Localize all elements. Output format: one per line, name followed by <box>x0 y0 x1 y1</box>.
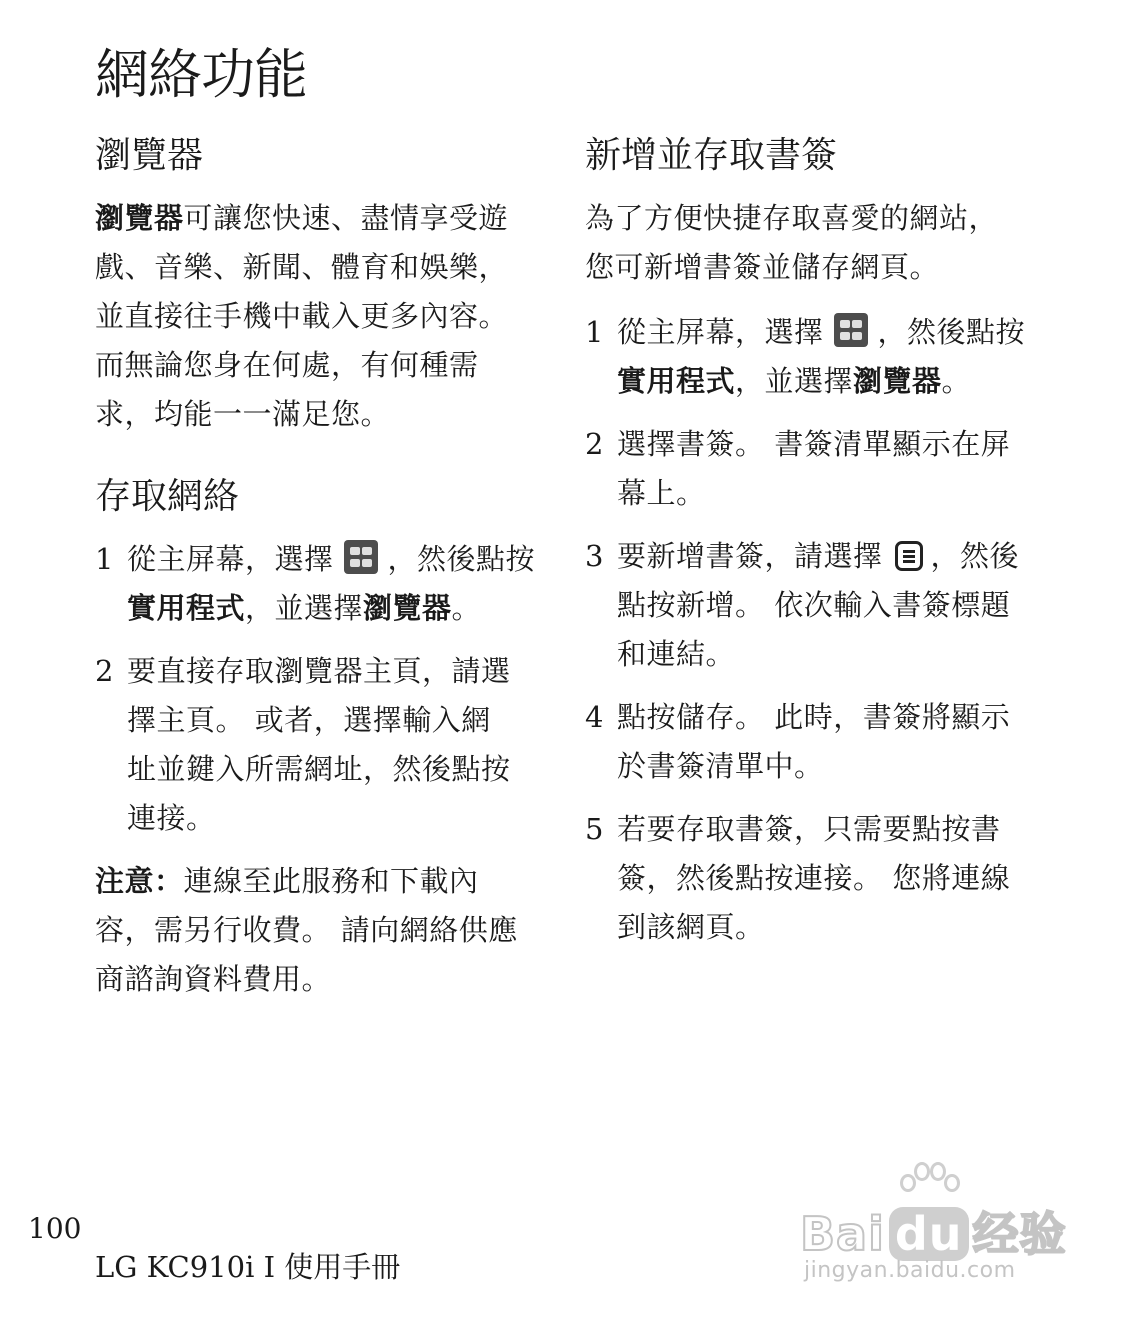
page-number: 100 <box>28 1212 82 1245</box>
step-text-line: 擇主頁。 或者，選擇輸入網 <box>127 703 491 737</box>
browser-intro-line: 而無論您身在何處，有何種需 <box>95 348 479 382</box>
browser-intro-line: 戲、音樂、新聞、體育和娛樂， <box>95 250 509 284</box>
note-label: 注意： <box>95 864 184 898</box>
bookmarks-intro-line: 您可新增書簽並儲存網頁。 <box>585 250 940 284</box>
watermark-logo-text: Bai <box>800 1207 885 1261</box>
step-text-line: 幕上。 <box>617 476 706 510</box>
step-text-line: 連接。 <box>127 801 216 835</box>
watermark-url: jingyan.baidu.com <box>804 1258 1016 1283</box>
note-line: 連線至此服務和下載內 <box>183 864 479 898</box>
note-line: 容，需另行收費。 請向網絡供應 <box>95 913 518 947</box>
step-text <box>617 420 1055 518</box>
step-text <box>127 535 555 633</box>
step-number: 2 <box>95 654 114 688</box>
step-text-line: 簽，然後點按連接。 您將連線 <box>617 861 1011 895</box>
note-line: 商諮詢資料費用。 <box>95 962 332 996</box>
step-bold-term: 瀏覽器 <box>363 591 452 625</box>
step-text-line: 點按儲存。 此時，書簽將顯示 <box>617 700 1011 734</box>
step-text-line: 點按新增。 依次輸入書簽標題 <box>617 588 1011 622</box>
step-number: 3 <box>585 539 604 573</box>
browser-intro-line: 並直接往手機中載入更多內容。 <box>95 299 509 333</box>
step-text-line: 於書簽清單中。 <box>617 749 824 783</box>
step-text-segment: 從主屏幕，選擇 <box>617 315 824 349</box>
step-bold-term: 實用程式 <box>127 591 246 625</box>
apps-grid-icon <box>344 540 378 574</box>
step-text-segment: 從主屏幕，選擇 <box>127 542 334 576</box>
bookmarks-section-title: 新增並存取書簽 <box>585 135 838 176</box>
step-text-segment: ，然後 <box>930 539 1020 573</box>
browser-intro <box>95 194 555 439</box>
page-title: 網絡功能 <box>95 43 307 106</box>
right-column <box>585 128 1055 966</box>
step-text-line: 到該網頁。 <box>617 910 765 944</box>
browser-section-title: 瀏覽器 <box>95 135 204 176</box>
apps-grid-icon <box>834 313 868 347</box>
step-text <box>127 647 555 843</box>
step-number: 2 <box>585 427 604 461</box>
bookmarks-step-4 <box>585 693 1055 791</box>
access-steps <box>95 535 555 843</box>
browser-intro-line: 求，均能一一滿足您。 <box>95 397 391 431</box>
note <box>95 857 555 1004</box>
step-text <box>617 532 1055 679</box>
step-text-segment: 。 <box>941 364 972 398</box>
left-column <box>95 128 555 1004</box>
step-text-segment: 要新增書簽，請選擇 <box>617 539 883 573</box>
bookmarks-step-2 <box>585 420 1055 518</box>
step-text-segment: ，然後點按 <box>877 315 1026 349</box>
access-section-title: 存取網絡 <box>95 476 240 517</box>
step-text-segment: 。 <box>451 591 482 625</box>
access-step-2 <box>95 647 555 843</box>
step-text-segment: ，並選擇 <box>245 591 364 625</box>
step-text <box>617 805 1055 952</box>
step-number: 1 <box>95 542 114 576</box>
step-number: 4 <box>585 700 604 734</box>
step-text-segment: ，並選擇 <box>735 364 854 398</box>
watermark-logo-du: du <box>889 1207 969 1261</box>
watermark-logo <box>800 1198 1067 1264</box>
browser-intro-bold: 瀏覽器 <box>95 201 184 235</box>
step-text <box>617 308 1055 406</box>
step-number: 1 <box>585 315 604 349</box>
menu-icon <box>895 541 923 571</box>
step-bold-term: 瀏覽器 <box>853 364 942 398</box>
browser-intro-line: 可讓您快速、盡情享受遊 <box>183 201 509 235</box>
step-text-segment: ，然後點按 <box>387 542 536 576</box>
bookmarks-intro-line: 為了方便快捷存取喜愛的網站， <box>585 201 999 235</box>
bookmarks-steps <box>585 308 1055 952</box>
bookmarks-step-5 <box>585 805 1055 952</box>
step-text-line: 和連結。 <box>617 637 736 671</box>
step-text <box>617 693 1055 791</box>
bookmarks-intro <box>585 194 1055 292</box>
baidu-watermark <box>800 1160 1070 1290</box>
step-number: 5 <box>585 812 604 846</box>
footer-manual-title: LG KC910i I 使用手冊 <box>95 1250 401 1284</box>
step-text-line: 若要存取書簽，只需要點按書 <box>617 812 1001 846</box>
watermark-logo-text: 经验 <box>972 1207 1067 1261</box>
step-text-line: 要直接存取瀏覽器主頁，請選 <box>127 654 511 688</box>
bookmarks-step-1 <box>585 308 1055 406</box>
step-bold-term: 實用程式 <box>617 364 736 398</box>
access-step-1 <box>95 535 555 633</box>
step-text-line: 選擇書簽。 書簽清單顯示在屏 <box>617 427 1011 461</box>
step-text-line: 址並鍵入所需網址，然後點按 <box>127 752 511 786</box>
bookmarks-step-3 <box>585 532 1055 679</box>
